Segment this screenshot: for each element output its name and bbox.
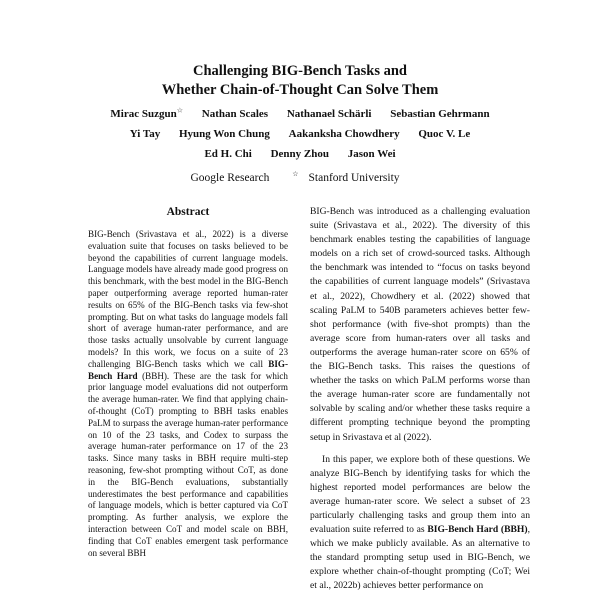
affiliation-mark: ☆ — [292, 170, 299, 179]
affiliation-mark: ☆ — [176, 106, 184, 115]
title-line-1: Challenging BIG-Bench Tasks and — [193, 63, 407, 79]
author-row-1 — [0, 104, 600, 124]
affiliations — [0, 172, 600, 184]
author-row-2 — [0, 124, 600, 144]
right-column — [310, 205, 530, 594]
author-name: Ed H. Chi — [204, 148, 252, 160]
author-name: Denny Zhou — [270, 148, 329, 160]
author-name: Hyung Won Chung — [179, 128, 270, 140]
paper-title — [0, 62, 600, 100]
author-name: Quoc V. Le — [418, 128, 471, 140]
author-name: Aakanksha Chowdhery — [288, 128, 400, 140]
body-paragraph-1: BIG-Bench was introduced as a challenging evaluation suite (Srivastava et al., 2022). The diversity of this benchmark enables testing the capabilities of language models on a rich set of crowd-sourced tasks. Although the benchmark was intended to “focus on tasks beyond the capabilities of current language models” (Srivastava et al., 2022), Chowdhery et al. (2022) showed that scaling PaLM to 540B parameters achieves better few-shot performance (with five-shot prompts) than the average score from human-raters over all tasks and outperforms the average human-rater score on 65% of the BIG-Bench tasks. This raises the questions of whether the tasks on which PaLM performs worse than the average human-rater score are fundamentally not solvable by scaling and/or whether these tasks require a different prompting technique beyond the prompting setup in Srivastava et al (2022). — [310, 206, 530, 443]
left-column — [88, 205, 288, 559]
affiliation-stanford: ☆ Stanford University — [292, 170, 400, 184]
author-name: Yi Tay — [129, 128, 161, 140]
abstract-text: BIG-Bench (Srivastava et al., 2022) is a diverse evaluation suite that focuses on tasks believed to be beyond the capabilities of current language models. Language models have already made good progress on this benchmark, with the best model in the BIG-Bench paper outperforming average reported human-rater results on 65% of the BIG-Bench tasks via few-shot prompting. But on what tasks do language models fall short of average human-rater performance, and are those tasks actually unsolvable by current language models? In this work, we focus on a suite of 23 challenging BIG-Bench tasks which we call BIG-Bench Hard (BBH). These are the task for which prior language model evaluations did not outperform the average human-rater. We find that applying chain-of-thought (CoT) prompting to BBH tasks enables PaLM to surpass the average human-rater performance on 10 of the 23 tasks, and Codex to surpass the average human-rater performance on 17 of the 23 tasks. Since many tasks in BBH require multi-step reasoning, few-shot prompting without CoT, as done in the BIG-Bench evaluations, substantially underestimates the best performance and capabilities of language models, which is better captured via CoT prompting. As further analysis, we explore the interaction between CoT and model scale on BBH, finding that CoT enables emergent task performance on several BBH — [88, 229, 288, 558]
author-list — [0, 104, 600, 164]
title-line-2: Whether Chain-of-Thought Can Solve Them — [161, 82, 439, 98]
author-name: Nathan Scales — [201, 108, 269, 120]
affiliation-google: Google Research — [190, 172, 270, 184]
abstract-heading: Abstract — [166, 206, 210, 218]
author-name: Jason Wei — [347, 148, 396, 160]
author-name: Mirac Suzgun☆ — [110, 106, 184, 120]
body-paragraph-2: In this paper, we explore both of these questions. We analyze BIG-Bench by identifying tasks for which the highest reported model performances are below the average human-rater score. We select a subset of 23 particularly challenging tasks and group them into an evaluation suite referred to as BIG-Bench Hard (BBH), which we make publicly available. As an alternative to the standard prompting setup used in BIG-Bench, we explore whether chain-of-thought prompting (CoT; Wei et al., 2022b) achieves better performance on — [310, 453, 530, 592]
author-name: Nathanael Schärli — [286, 108, 372, 120]
author-name: Sebastian Gehrmann — [390, 108, 490, 120]
author-row-3 — [0, 144, 600, 164]
